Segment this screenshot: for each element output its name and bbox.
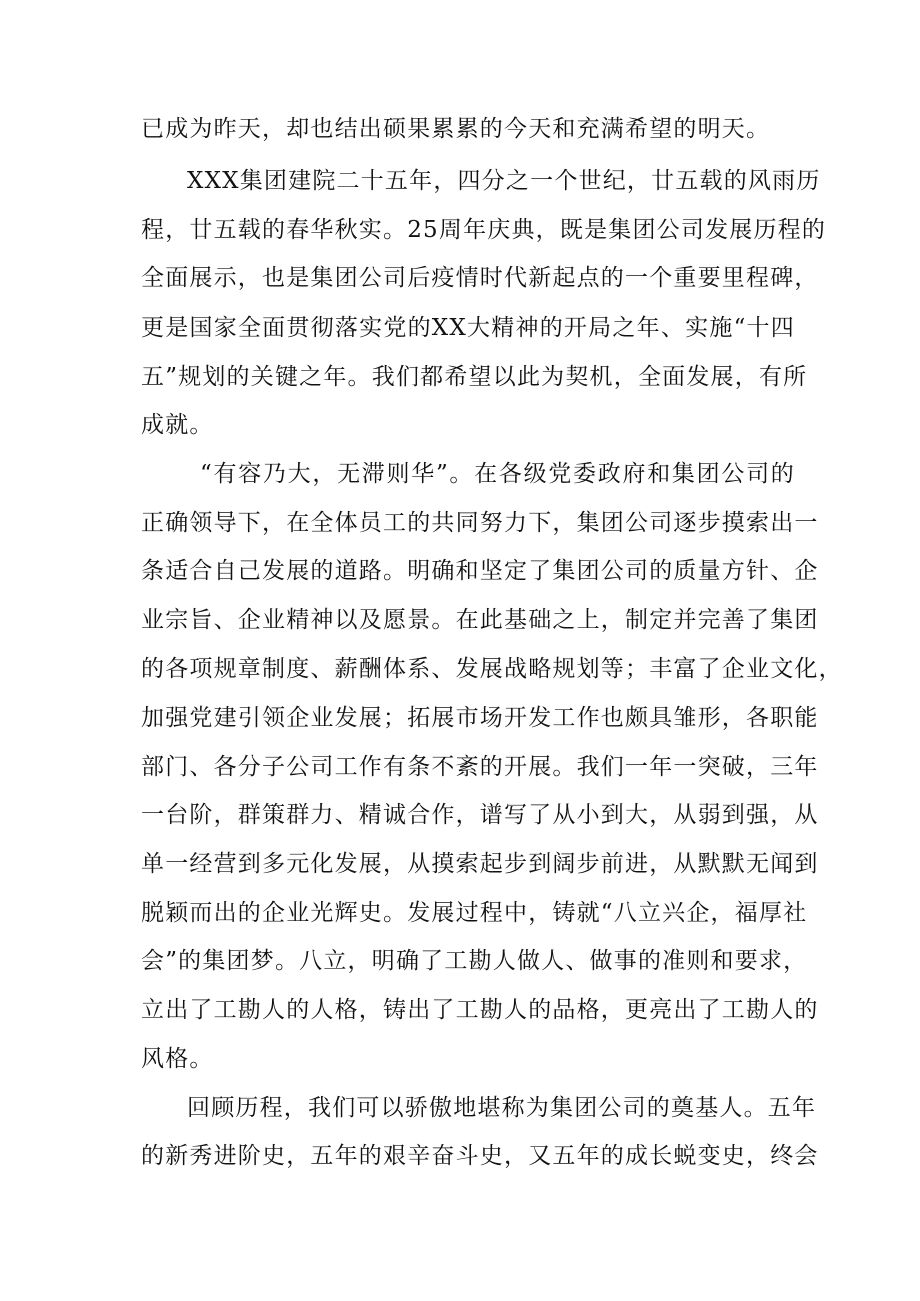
paragraph-3-line-3: 条适合自己发展的道路。明确和坚定了集团公司的质量方针、企 [141, 558, 819, 584]
paragraph-3-line-8: 一台阶，群策群力、精诚合作，谱写了从小到大，从弱到强，从 [141, 802, 819, 828]
paragraph-3-line-10: 脱颖而出的企业光辉史。发展过程中，铸就“八立兴企，福厚社 [141, 900, 808, 926]
paragraph-3-line-2: 正确领导下，在全体员工的共同努力下，集团公司逐步摸索出一 [141, 510, 819, 536]
paragraph-2-line-5: 五”规划的关键之年。我们都希望以此为契机，全面发展，有所 [141, 364, 808, 390]
paragraph-3-line-4: 业宗旨、企业精神以及愿景。在此基础之上，制定并完善了集团 [141, 607, 819, 633]
paragraph-3-line-12: 立出了工勘人的人格，铸出了工勘人的品格，更亮出了工勘人的 [141, 997, 819, 1023]
paragraph-3-line-13: 风格。 [141, 1046, 214, 1072]
paragraph-3-line-11: 会”的集团梦。八立，明确了工勘人做人、做事的准则和要求， [141, 948, 808, 974]
paragraph-2-line-4: 更是国家全面贯彻落实党的XX大精神的开局之年、实施“十四 [141, 315, 795, 341]
paragraph-3-line-5: 的各项规章制度、薪酬体系、发展战略规划等；丰富了企业文化， [141, 656, 843, 682]
paragraph-1-line-1: 已成为昨天，却也结出硕果累累的今天和充满希望的明天。 [141, 116, 771, 142]
paragraph-3-line-6: 加强党建引领企业发展；拓展市场开发工作也颇具雏形，各职能 [141, 705, 819, 731]
paragraph-3-line-7: 部门、各分子公司工作有条不紊的开展。我们一年一突破，三年 [141, 754, 819, 780]
paragraph-2-line-2: 程，廿五载的春华秋实。25周年庆典，既是集团公司发展历程的 [141, 217, 827, 243]
paragraph-4-line-1: 回顾历程，我们可以骄傲地堪称为集团公司的奠基人。五年 [187, 1095, 817, 1121]
paragraph-3-line-9: 单一经营到多元化发展，从摸索起步到阔步前进，从默默无闻到 [141, 851, 819, 877]
paragraph-2-line-6: 成就。 [141, 412, 214, 438]
paragraph-3-line-1: “有容乃大，无滞则华”。在各级党委政府和集团公司的 [200, 461, 795, 487]
paragraph-2-line-1: XXX集团建院二十五年，四分之一个世纪，廿五载的风雨历 [187, 168, 821, 194]
paragraph-2-line-3: 全面展示，也是集团公司后疫情时代新起点的一个重要里程碑， [141, 265, 819, 291]
paragraph-4-line-2: 的新秀进阶史，五年的艰辛奋斗史，又五年的成长蜕变史，终会 [141, 1143, 819, 1169]
